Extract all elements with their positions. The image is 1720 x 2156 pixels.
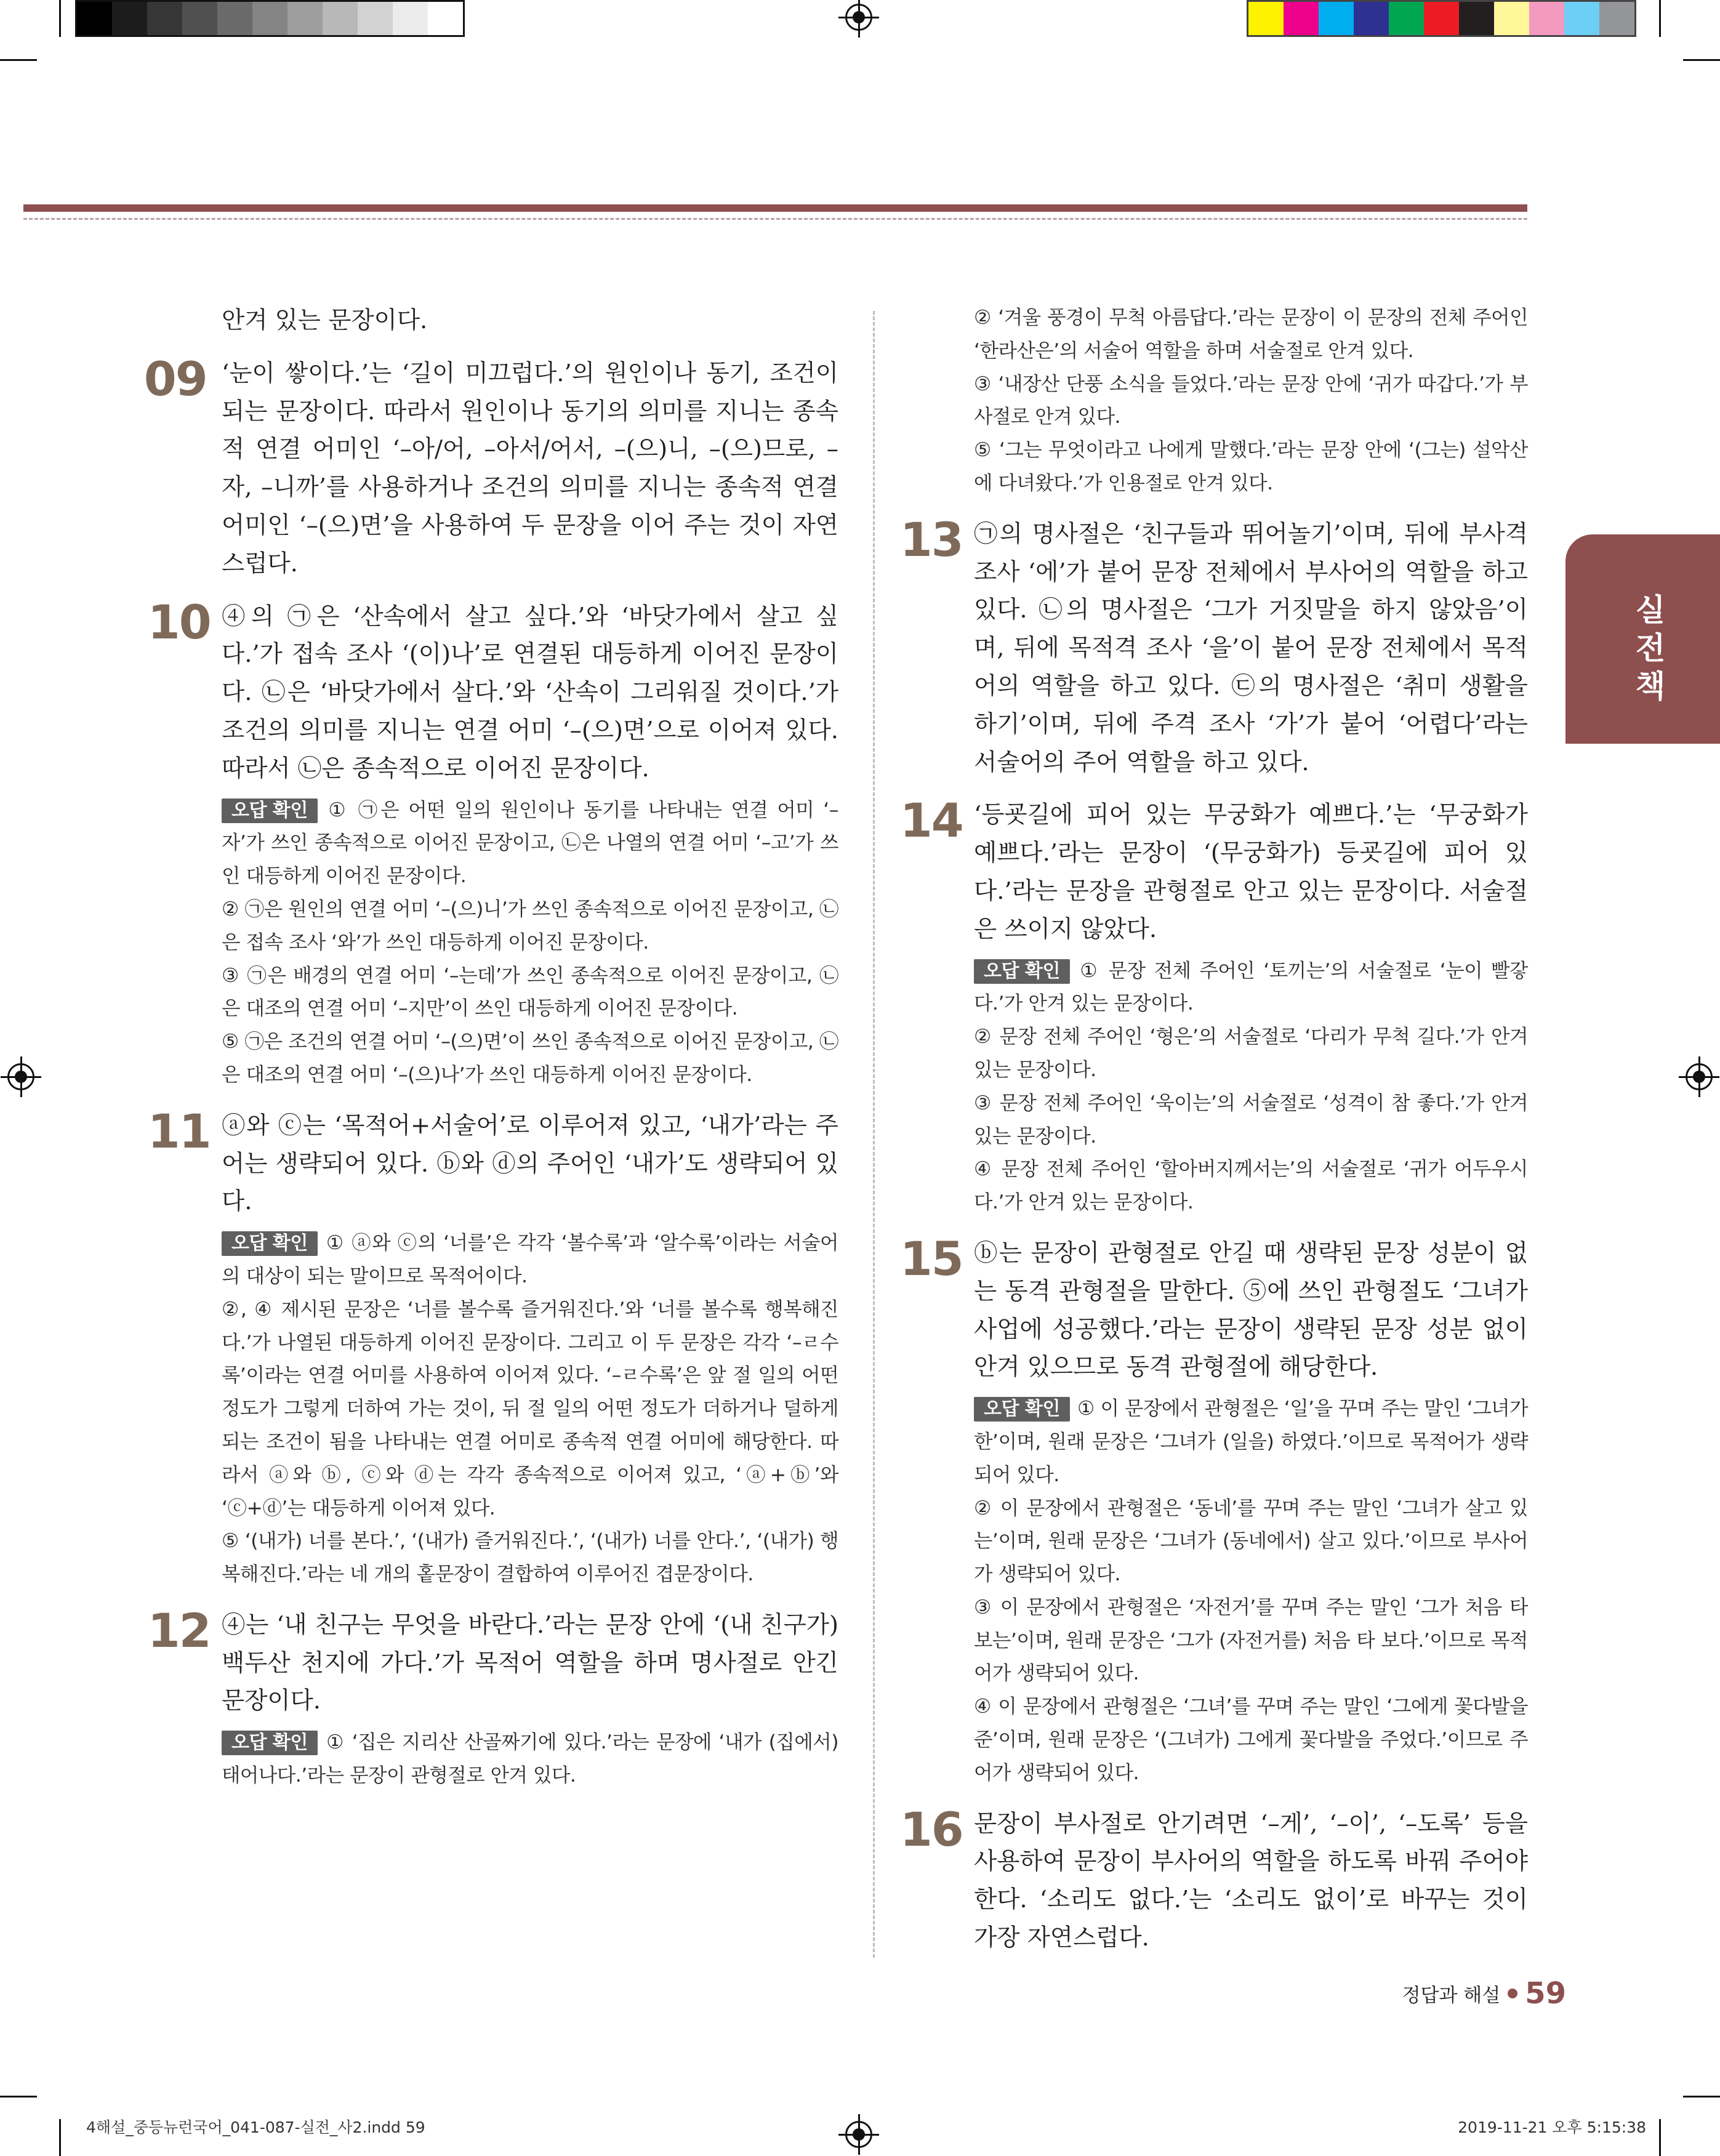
registration-mark-left xyxy=(7,1063,34,1090)
question-number: 11 xyxy=(147,1103,211,1159)
gray-swatch xyxy=(147,2,182,35)
answer-12 xyxy=(147,1603,838,1793)
wrong-answer-note: ② 문장 전체 주어인 ‘형은’의 서술절로 ‘다리가 무척 길다.’가 안겨 있는 문장이다. xyxy=(974,1026,1528,1081)
wrong-answer-note: ② ‘겨울 풍경이 무척 아름답다.’라는 문장이 이 문장의 전체 주어인 ‘한라산은’의 서술어 역할을 하며 서술절로 안겨 있다. xyxy=(974,307,1528,362)
color-calibration-bar xyxy=(1247,0,1636,37)
question-number: 10 xyxy=(147,594,211,650)
gray-swatch xyxy=(217,2,252,35)
crop-mark xyxy=(1683,59,1720,61)
wrong-answer-note: ⑤ ‘(내가) 너를 본다.’, ‘(내가) 즐거워진다.’, ‘(내가) 너를 안다.’, ‘(내가) 행복해진다.’라는 네 개의 홑문장이 결합하여 이루어진 겹문장이다. xyxy=(222,1530,838,1586)
wrong-answer-note: 오답 확인 ① ‘집은 지리산 산골짜기에 있다.’라는 문장에 ‘내가 (집에서) 태어나다.’라는 문장이 관형절로 안겨 있다. xyxy=(222,1731,838,1787)
question-number: 09 xyxy=(143,351,207,406)
gray-swatch xyxy=(287,2,323,35)
wrong-answer-note: ② 이 문장에서 관형절은 ‘동네’를 꾸며 주는 말인 ‘그녀가 살고 있는’이며, 원래 문장은 ‘그녀가 (동네에서) 살고 있다.’이므로 부사어가 생략되어 있다. xyxy=(974,1497,1528,1586)
explanation-text: ④는 ‘내 친구는 무엇을 바란다.’라는 문장 안에 ‘(내 친구가) 백두산 천지에 가다.’가 목적어 역할을 하며 명사절로 안긴 문장이다. xyxy=(222,1611,838,1715)
wrong-answer-note: 오답 확인 ① ⓐ와 ⓒ의 ‘너를’은 각각 ‘볼수록’과 ‘알수록’이라는 서술어의 대상이 되는 말이므로 목적어이다. xyxy=(222,1232,838,1287)
explanation-text: ⓐ와 ⓒ는 ‘목적어+서술어’로 이루어져 있고, ‘내가’라는 주어는 생략되어 있다. ⓑ와 ⓓ의 주어인 ‘내가’도 생략되어 있다. xyxy=(222,1111,838,1216)
registration-mark-top xyxy=(845,4,872,31)
color-swatch xyxy=(1424,2,1459,35)
crop-mark xyxy=(0,2096,37,2098)
question-number: 15 xyxy=(899,1231,963,1286)
color-swatch xyxy=(1319,2,1354,35)
left-column xyxy=(143,302,838,1808)
page-footer xyxy=(1402,1976,1566,2011)
wrong-answer-note: ⑤ ㉠은 조건의 연결 어미 ‘–(으)면’이 쓰인 종속적으로 이어진 문장이고, ㉡은 대조의 연결 어미 ‘–(으)나’가 쓰인 대등하게 이어진 문장이다. xyxy=(222,1031,838,1086)
wrong-answer-badge: 오답 확인 xyxy=(974,959,1070,984)
crop-mark xyxy=(59,0,61,37)
answer-14 xyxy=(899,793,1528,1220)
section-side-tab xyxy=(1565,534,1720,744)
wrong-answer-note: 오답 확인 ① 문장 전체 주어인 ‘토끼는’의 서술절로 ‘눈이 빨갛다.’가 안겨 있는 문장이다. xyxy=(974,959,1528,1015)
print-timestamp: 2019-11-21 오후 5:15:38 xyxy=(1458,2118,1646,2136)
gray-swatch xyxy=(358,2,393,35)
question-number: 12 xyxy=(147,1603,211,1658)
column-divider xyxy=(873,311,875,1958)
wrong-answer-note: ⑤ ‘그는 무엇이라고 나에게 말했다.’라는 문장 안에 ‘(그는) 설악산에 다녀왔다.’가 인용절로 안겨 있다. xyxy=(974,439,1528,494)
wrong-answer-badge: 오답 확인 xyxy=(974,1397,1070,1422)
color-swatch xyxy=(1354,2,1389,35)
wrong-answer-note: ② ㉠은 원인의 연결 어미 ‘–(으)니’가 쓰인 종속적으로 이어진 문장이고, ㉡은 접속 조사 ‘와’가 쓰인 대등하게 이어진 문장이다. xyxy=(222,898,838,954)
grayscale-calibration-bar xyxy=(75,0,465,37)
gray-swatch xyxy=(112,2,147,35)
question-number: 16 xyxy=(899,1801,963,1857)
bullet-dot-icon xyxy=(1508,1989,1517,1998)
question-number: 14 xyxy=(899,793,963,848)
explanation-text: ‘등굣길에 피어 있는 무궁화가 예쁘다.’는 ‘무궁화가 예쁘다.’라는 문장이 ‘(무궁화가) 등굣길에 피어 있다.’라는 문장을 관형절로 안고 있는 문장이다. 서술절은 쓰이지 않았다. xyxy=(974,801,1528,943)
explanation-text: ⓑ는 문장이 관형절로 안길 때 생략된 문장 성분이 없는 동격 관형절을 말한다. ⑤에 쓰인 관형절도 ‘그녀가 사업에 성공했다.’라는 문장이 생략된 문장 성분 없이 안겨 있으므로 동격 관형절에 해당한다. xyxy=(974,1239,1528,1382)
gray-swatch xyxy=(428,2,463,35)
answer-13 xyxy=(899,512,1528,782)
color-swatch xyxy=(1284,2,1319,35)
registration-mark-right xyxy=(1686,1063,1713,1090)
crop-mark xyxy=(1683,2096,1720,2098)
side-tab-label: 실전책 xyxy=(1635,592,1666,704)
wrong-answer-note: ③ ㉠은 배경의 연결 어미 ‘–는데’가 쓰인 종속적으로 이어진 문장이고, ㉡은 대조의 연결 어미 ‘–지만’이 쓰인 대등하게 이어진 문장이다. xyxy=(222,964,838,1020)
right-column xyxy=(899,302,1528,1972)
page-number: 59 xyxy=(1525,1976,1566,2011)
header-rule xyxy=(23,204,1527,212)
answer-11 xyxy=(147,1103,838,1591)
wrong-answer-note: ③ ‘내장산 단풍 소식을 들었다.’라는 문장 안에 ‘귀가 따갑다.’가 부사절로 안겨 있다. xyxy=(974,372,1528,428)
file-slug: 4해설_중등뉴런국어_041-087-실전_사2.indd 59 xyxy=(86,2118,425,2136)
explanation-text: 문장이 부사절로 안기려면 ‘–게’, ‘–이’, ‘–도록’ 등을 사용하여 문장이 부사어의 역할을 하도록 바꿔 주어야 한다. ‘소리도 없다.’는 ‘소리도 없이’로 바꾸는 것이 가장 자연스럽다. xyxy=(974,1809,1528,1952)
color-swatch xyxy=(1494,2,1529,35)
gray-swatch xyxy=(393,2,428,35)
answer-12-continued xyxy=(974,302,1528,501)
crop-mark xyxy=(1659,0,1661,37)
registration-mark-bottom xyxy=(845,2121,872,2148)
header-dashed-rule xyxy=(23,218,1527,220)
wrong-answer-note: ③ 문장 전체 주어인 ‘욱이는’의 서술절로 ‘성격이 참 좋다.’가 안겨 있는 문장이다. xyxy=(974,1092,1528,1148)
answer-09 xyxy=(143,351,838,583)
answer-10 xyxy=(147,594,838,1092)
carryover-line: 안겨 있는 문장이다. xyxy=(222,307,428,334)
color-swatch xyxy=(1248,2,1284,35)
wrong-answer-note: ④ 이 문장에서 관형절은 ‘그녀’를 꾸며 주는 말인 ‘그에게 꽃다발을 준’이며, 원래 문장은 ‘(그녀가) 그에게 꽃다발을 주었다.’이므로 주어가 생략되어 있다. xyxy=(974,1695,1528,1784)
crop-mark xyxy=(1659,2119,1661,2156)
wrong-answer-note: ②, ④ 제시된 문장은 ‘너를 볼수록 즐거워진다.’와 ‘너를 볼수록 행복해진다.’가 나열된 대등하게 이어진 문장이다. 그리고 이 두 문장은 각각 ‘–ㄹ수록’이라는 연결 어미를 사용하여 이어져 있다. ‘–ㄹ수록’은 앞 절 일의 어떤 정도가 그렇게 더하여 가는 것이, 뒤 절 일의 어떤 정도가 더하거나 덜하게 되는 조건이 됨을 나타내는 연결 어미로 종속적 연결 어미에 해당한다. 따라서 ⓐ와 ⓑ, ⓒ와 ⓓ는 각각 종속적으로 이어져 있고, ‘ⓐ+ⓑ’와 ‘ⓒ+ⓓ’는 대등하게 이어져 있다. xyxy=(222,1298,838,1519)
answer-16 xyxy=(899,1801,1528,1957)
explanation-text: ㉠의 명사절은 ‘친구들과 뛰어놀기’이며, 뒤에 부사격 조사 ‘에’가 붙어 문장 전체에서 부사어의 역할을 하고 있다. ㉡의 명사절은 ‘그가 거짓말을 하지 않았음’이며, 뒤에 목적격 조사 ‘을’이 붙어 문장 전체에서 목적어의 역할을 하고 있다. ㉢의 명사절은 ‘취미 생활을 하기’이며, 뒤에 주격 조사 ‘가’가 붙어 ‘어렵다’라는 서술어의 주어 역할을 하고 있다. xyxy=(974,520,1528,776)
gray-swatch xyxy=(252,2,287,35)
crop-mark xyxy=(0,59,37,61)
wrong-answer-badge: 오답 확인 xyxy=(222,1731,318,1755)
color-swatch xyxy=(1459,2,1494,35)
color-swatch xyxy=(1599,2,1634,35)
wrong-answer-note: 오답 확인 ① ㉠은 어떤 일의 원인이나 동기를 나타내는 연결 어미 ‘–자’가 쓰인 종속적으로 이어진 문장이고, ㉡은 나열의 연결 어미 ‘–고’가 쓰인 대등하게 이어진 문장이다. xyxy=(222,798,838,888)
explanation-text: ④의 ㉠은 ‘산속에서 살고 싶다.’와 ‘바닷가에서 살고 싶다.’가 접속 조사 ‘(이)나’로 연결된 대등하게 이어진 문장이다. ㉡은 ‘바닷가에서 살다.’와 ‘산속이 그리워질 것이다.’가 조건의 의미를 지니는 연결 어미 ‘–(으)면’으로 이어져 있다. 따라서 ㉡은 종속적으로 이어진 문장이다. xyxy=(222,602,838,782)
color-swatch xyxy=(1529,2,1564,35)
color-swatch xyxy=(1389,2,1424,35)
question-number: 13 xyxy=(899,512,963,567)
wrong-answer-note: ④ 문장 전체 주어인 ‘할아버지께서는’의 서술절로 ‘귀가 어두우시다.’가 안겨 있는 문장이다. xyxy=(974,1158,1528,1214)
wrong-answer-note: 오답 확인 ① 이 문장에서 관형절은 ‘일’을 꾸며 주는 말인 ‘그녀가 한’이며, 원래 문장은 ‘그녀가 (일을) 하였다.’이므로 목적어가 생략되어 있다. xyxy=(974,1398,1528,1486)
footer-label: 정답과 해설 xyxy=(1402,1984,1501,2007)
wrong-answer-badge: 오답 확인 xyxy=(222,798,318,823)
color-swatch xyxy=(1564,2,1599,35)
gray-swatch xyxy=(77,2,112,35)
crop-mark xyxy=(59,2119,61,2156)
answer-15 xyxy=(899,1231,1528,1790)
wrong-answer-note: ③ 이 문장에서 관형절은 ‘자전거’를 꾸며 주는 말인 ‘그가 처음 타 보는’이며, 원래 문장은 ‘그가 (자전거를) 처음 타 보다.’이므로 목적어가 생략되어 있다. xyxy=(974,1596,1528,1685)
wrong-answer-badge: 오답 확인 xyxy=(222,1231,318,1256)
explanation-text: ‘눈이 쌓이다.’는 ‘길이 미끄럽다.’의 원인이나 동기, 조건이 되는 문장이다. 따라서 원인이나 동기의 의미를 지니는 종속적 연결 어미인 ‘–아/어, –아서/어서, –(으)니, –(으)므로, –자, –니까’를 사용하거나 조건의 의미를 지니는 종속적 연결 어미인 ‘–(으)면’을 사용하여 두 문장을 이어 주는 것이 자연스럽다. xyxy=(222,359,838,577)
gray-swatch xyxy=(323,2,358,35)
gray-swatch xyxy=(182,2,217,35)
